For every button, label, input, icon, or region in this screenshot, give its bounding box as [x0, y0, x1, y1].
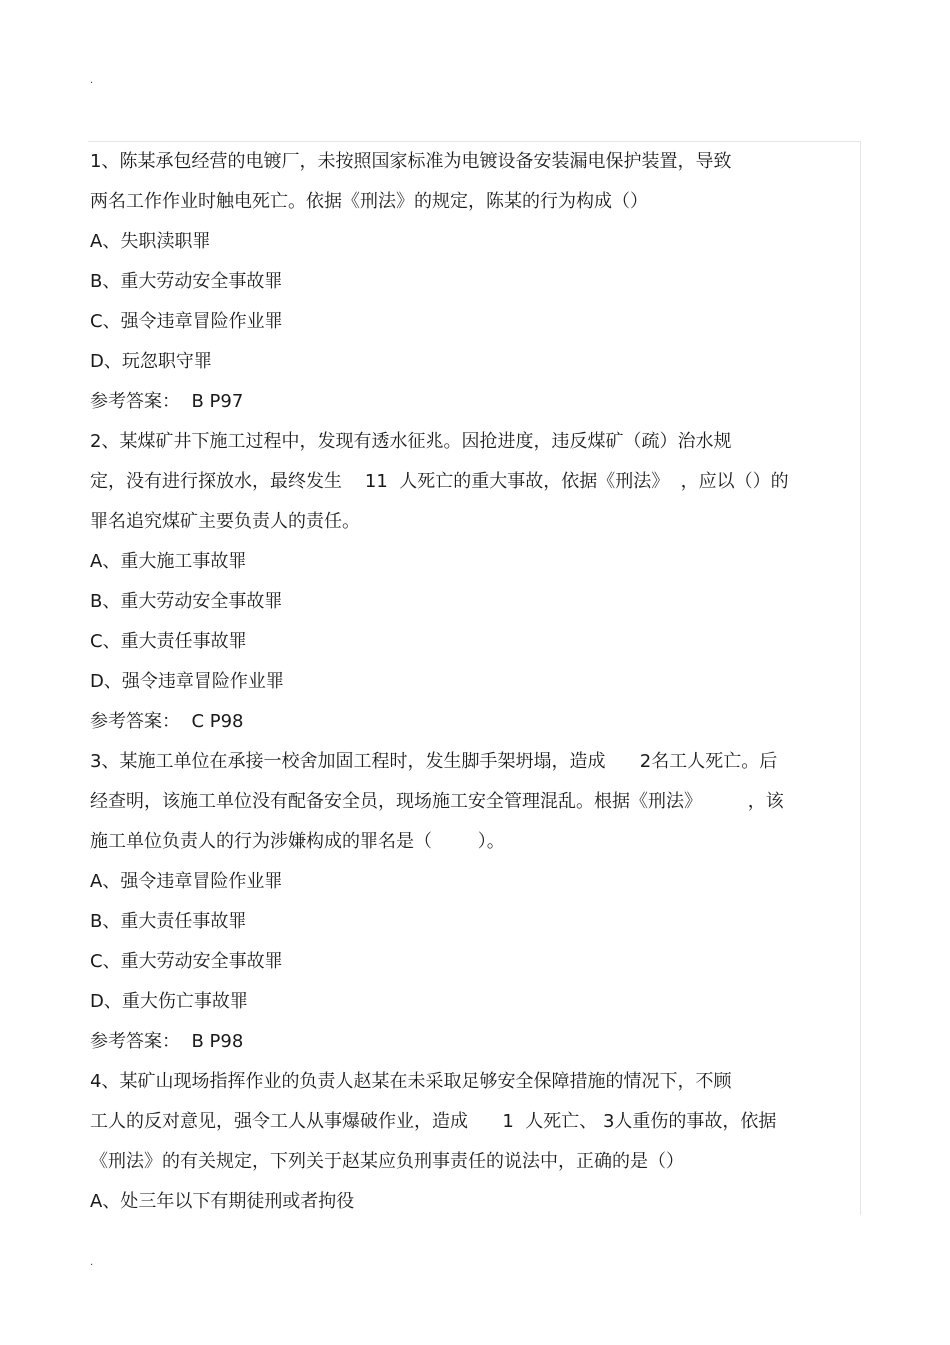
option-b: B、重大劳动安全事故罪	[90, 591, 283, 612]
question-stem-line: 两名工作作业时触电死亡。依据《刑法》的规定，陈某的行为构成（）	[90, 191, 648, 212]
reference-answer: 参考答案： B P98	[90, 1031, 244, 1052]
option-a: A、强令违章冒险作业罪	[90, 871, 283, 892]
question-stem-line: 2、某煤矿井下施工过程中，发现有透水征兆。因抢进度，违反煤矿（疏）治水规	[90, 431, 732, 452]
option-b: B、重大责任事故罪	[90, 911, 247, 932]
question-stem-line: 罪名追究煤矿主要负责人的责任。	[90, 511, 360, 532]
option-d: D、重大伤亡事故罪	[90, 991, 248, 1012]
option-a: A、重大施工事故罪	[90, 551, 247, 572]
question-list	[90, 148, 860, 1228]
question-stem-line: 《刑法》的有关规定，下列关于赵某应负刑事责任的说法中，正确的是（）	[90, 1151, 684, 1172]
option-c: C、强令违章冒险作业罪	[90, 311, 283, 332]
question-stem-line: 定，没有进行探放水，最终发生 11 人死亡的重大事故，依据《刑法》 ，应以（）的	[90, 471, 789, 492]
question-stem-line: 4、某矿山现场指挥作业的负责人赵某在未采取足够安全保障措施的情况下，不顾	[90, 1071, 732, 1092]
option-a: A、失职渎职罪	[90, 231, 211, 252]
reference-answer: 参考答案： C P98	[90, 711, 244, 732]
page-marker-bottom: .	[90, 1257, 94, 1268]
question-block	[90, 428, 860, 748]
option-c: C、重大责任事故罪	[90, 631, 247, 652]
question-stem-line: 1、陈某承包经营的电镀厂，未按照国家标准为电镀设备安装漏电保护装置，导致	[90, 151, 732, 172]
option-d: D、强令违章冒险作业罪	[90, 671, 284, 692]
question-block	[90, 1068, 860, 1228]
page-marker-top: .	[90, 75, 94, 86]
question-stem-line: 工人的反对意见，强令工人从事爆破作业，造成 1 人死亡、 3人重伤的事故，依据	[90, 1111, 777, 1132]
option-b: B、重大劳动安全事故罪	[90, 271, 283, 292]
reference-answer: 参考答案： B P97	[90, 391, 244, 412]
option-c: C、重大劳动安全事故罪	[90, 951, 283, 972]
question-stem-line: 3、某施工单位在承接一校舍加固工程时，发生脚手架坍塌，造成 2名工人死亡。后	[90, 751, 778, 772]
question-block	[90, 148, 860, 428]
question-stem-line: 施工单位负责人的行为涉嫌构成的罪名是（ ）。	[90, 831, 505, 852]
option-d: D、玩忽职守罪	[90, 351, 212, 372]
question-block	[90, 748, 860, 1068]
option-a: A、处三年以下有期徒刑或者拘役	[90, 1191, 355, 1212]
question-stem-line: 经查明，该施工单位没有配备安全员，现场施工安全管理混乱。根据《刑法》 ，该	[90, 791, 784, 812]
